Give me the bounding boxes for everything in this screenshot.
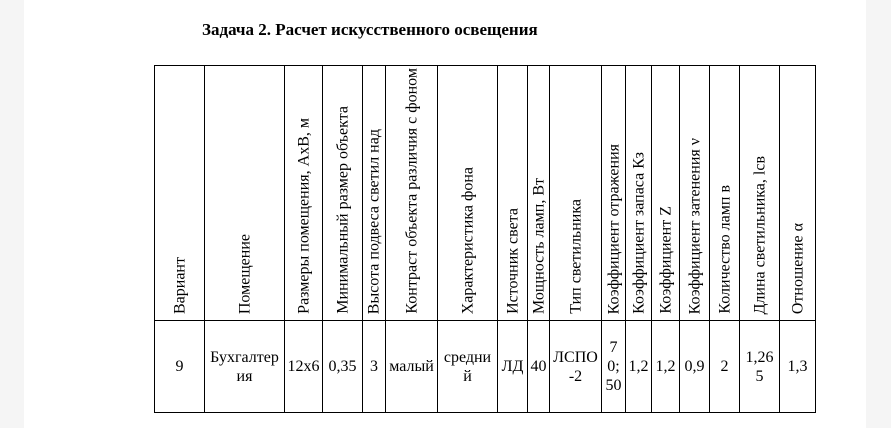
cell-variant: 9 — [155, 321, 205, 413]
cell-room: Бухгалтерия — [205, 321, 285, 413]
task-title: Задача 2. Расчет искусственного освещения — [202, 20, 538, 39]
header-safety-factor: Коэффициент запаса Кз — [626, 66, 652, 321]
cell-suspension-height: 3 — [363, 321, 386, 413]
header-room: Помещение — [205, 66, 285, 321]
header-reflection-coef: Коэффициент отражения — [602, 66, 626, 321]
lighting-parameters-table — [154, 65, 816, 413]
header-min-object-size: Минимальный размер объекта — [323, 66, 363, 321]
header-lamp-power: Мощность ламп, Вт — [528, 66, 550, 321]
header-luminaire-length: Длина светильника, lсв — [740, 66, 780, 321]
header-background: Характеристика фона — [438, 66, 498, 321]
header-lamp-count: Количество ламп в — [710, 66, 740, 321]
header-z-coef: Коэффициент Z — [652, 66, 680, 321]
cell-room-size: 12х6 — [285, 321, 323, 413]
header-luminaire-type: Тип светильника — [550, 66, 602, 321]
header-contrast: Контраст объекта различия с фоном — [386, 66, 438, 321]
header-ratio-alpha: Отношение α — [780, 66, 816, 321]
header-room-size: Размеры помещения, АхВ, м — [285, 66, 323, 321]
header-suspension-height: Высота подвеса светил над — [363, 66, 386, 321]
cell-z-coef: 1,2 — [652, 321, 680, 413]
header-light-source: Источник света — [498, 66, 528, 321]
cell-ratio-alpha: 1,3 — [780, 321, 816, 413]
cell-shading-coef: 0,9 — [680, 321, 710, 413]
cell-lamp-count: 2 — [710, 321, 740, 413]
cell-contrast: малый — [386, 321, 438, 413]
header-shading-coef: Коэффициент затенения ν — [680, 66, 710, 321]
cell-reflection-coef: 70;50 — [602, 321, 626, 413]
header-variant: Вариант — [155, 66, 205, 321]
cell-min-object-size: 0,35 — [323, 321, 363, 413]
cell-luminaire-length: 1,265 — [740, 321, 780, 413]
cell-luminaire-type: ЛСПО-2 — [550, 321, 602, 413]
cell-light-source: ЛД — [498, 321, 528, 413]
header-row — [155, 66, 816, 321]
table-row — [155, 321, 816, 413]
cell-background: средний — [438, 321, 498, 413]
cell-safety-factor: 1,2 — [626, 321, 652, 413]
cell-lamp-power: 40 — [528, 321, 550, 413]
document-page — [24, 0, 866, 428]
